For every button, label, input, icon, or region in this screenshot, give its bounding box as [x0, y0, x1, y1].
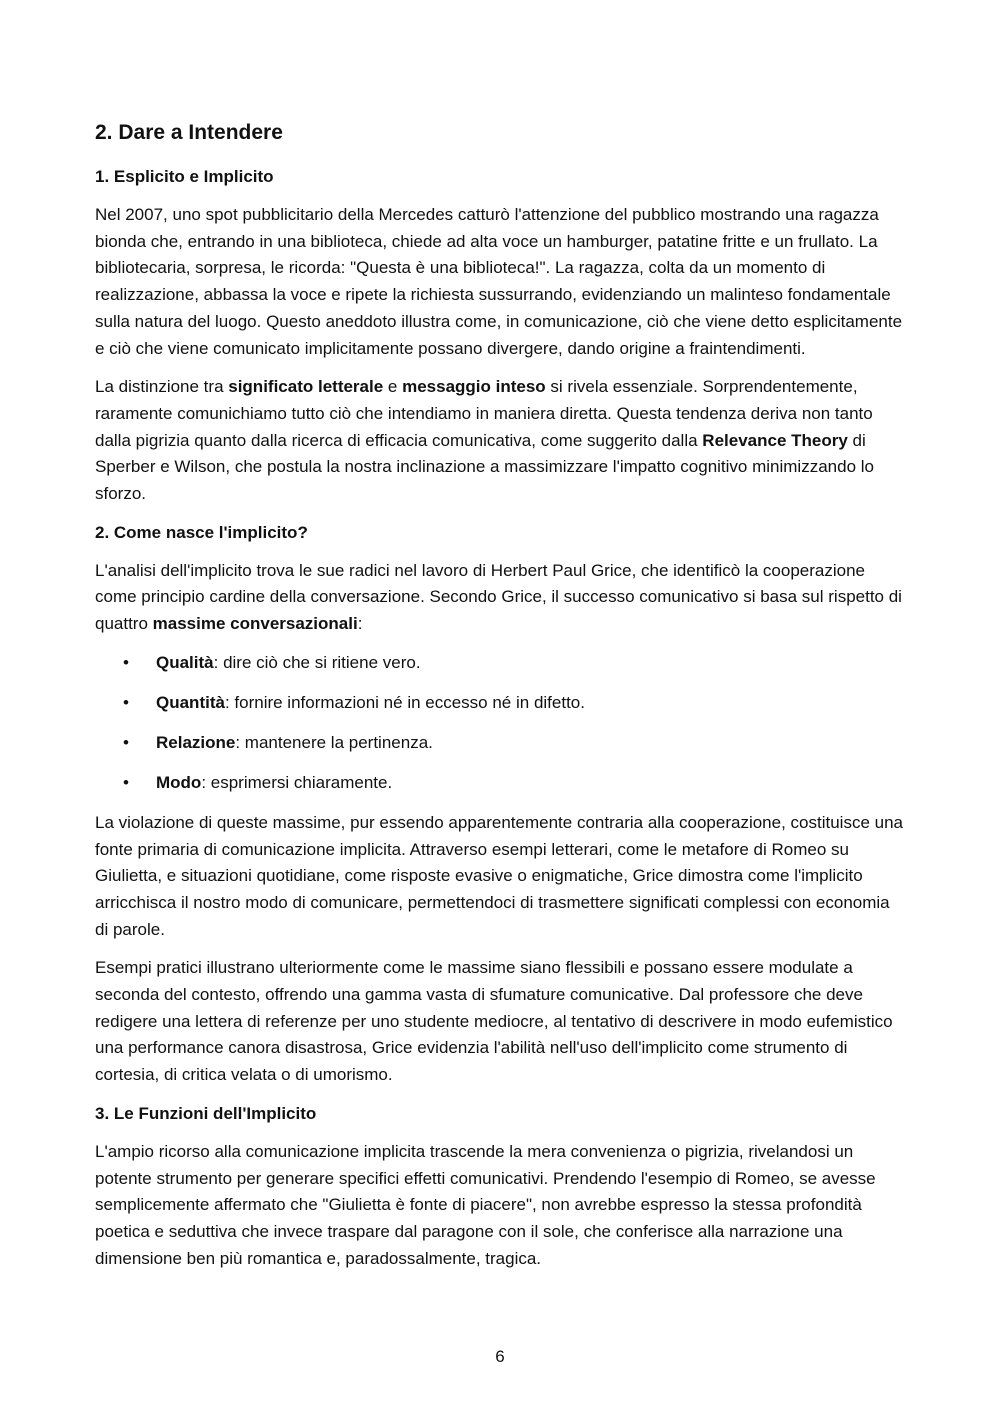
text-segment: di Sperber e Wilson, che postula la nostra inclinazione a massimizzare l'impatto cognitivo minimizzando lo sforzo. — [95, 430, 874, 504]
paragraph-romeo-example: L'ampio ricorso alla comunicazione implicita trascende la mera convenienza o pigrizia, rivelandosi un potente strumento per generare specifici effetti comunicativi. Prendendo l'esempio di Romeo, se avesse semplicemente affermato che "Giulietta è fonte di piacere", non avrebbe espresso la stessa profondità poetica e seduttiva che invece traspare dal paragone con il sole, che conferisce alla narrazione una dimensione ben più romantica e, paradossalmente, tragica. — [95, 1141, 876, 1268]
text-segment: : — [357, 614, 363, 634]
bullet-icon: • — [123, 692, 129, 712]
paragraph-maxim-violation: La violazione di queste massime, pur essendo apparentemente contraria alla cooperazione, costituisce una fonte primaria di comunicazione implicita. Attraverso esempi letterari, come le metafore di Romeo su Giulietta, e situazioni quotidiane, come risposte evasive o enigmatiche, Grice dimostra come l'implicito arricchisca il nostro modo di comunicare, permettendoci di trasmettere significati complessi con economia di parole. — [95, 812, 903, 939]
text-segment: si rivela essenziale. Sorprendentemente, raramente comunichiamo tutto ciò che intendiamo in maniera diretta. Questa tendenza deriva non tanto dalla pigrizia quanto dalla ricerca di efficacia comunicativa, come suggerito dalla — [95, 377, 873, 450]
maxim-description: : mantenere la pertinenza. — [235, 732, 433, 752]
maxim-description: : esprimersi chiaramente. — [201, 772, 393, 792]
text-segment: La distinzione tra — [95, 377, 229, 397]
text-segment: L'analisi dell'implicito trova le sue radici nel lavoro di Herbert Paul Grice, che identificò la cooperazione come principio cardine della conversazione. Secondo Grice, il successo comunicativo si basa sul rispetto di quattro — [95, 560, 902, 634]
maxims-list — [95, 650, 907, 796]
paragraph-literal-vs-intended — [95, 374, 907, 508]
list-item-qualita — [95, 650, 907, 676]
paragraph-mercedes-anecdote: Nel 2007, uno spot pubblicitario della Mercedes catturò l'attenzione del pubblico mostrando una ragazza bionda che, entrando in una biblioteca, chiede ad alta voce un hamburger, patatine fritte e un frullato. La bibliotecaria, sorpresa, le ricorda: "Questa è una biblioteca!". La ragazza, colta da un momento di realizzazione, abbassa la voce e ripete la richiesta sussurrando, evidenziando un malinteso fondamentale sulla natura del luogo. Questo aneddoto illustra come, in comunicazione, ciò che viene detto esplicitamente e ciò che viene comunicato implicitamente possano divergere, dando origine a fraintendimenti. — [95, 205, 903, 358]
maxim-term: Qualità — [156, 652, 214, 672]
maxim-description: : fornire informazioni né in eccesso né in difetto. — [224, 692, 585, 712]
list-item-modo — [95, 770, 907, 796]
list-item-relazione — [95, 730, 907, 756]
bullet-icon: • — [123, 732, 129, 752]
chapter-title: 2. Dare a Intendere — [95, 121, 283, 144]
maxim-description: : dire ciò che si ritiene vero. — [213, 652, 421, 672]
bold-term-relevance-theory: Relevance Theory — [702, 430, 848, 450]
maxim-term: Modo — [156, 772, 202, 792]
bullet-icon: • — [123, 772, 129, 792]
document-page — [95, 118, 907, 1284]
maxim-term: Quantità — [156, 692, 225, 712]
page-number: 6 — [495, 1347, 505, 1366]
bold-term-significato-letterale: significato letterale — [228, 377, 384, 397]
bold-term-messaggio-inteso: messaggio inteso — [402, 377, 546, 397]
list-item-quantita — [95, 690, 907, 716]
paragraph-practical-examples: Esempi pratici illustrano ulteriormente come le massime siano flessibili e possano essere modulate a seconda del contesto, offrendo una gamma vasta di sfumature comunicative. Dal professore che deve redigere una lettera di referenze per uno studente mediocre, al tentativo di descrivere in modo eufemistico una performance canora disastrosa, Grice evidenzia l'abilità nell'uso dell'implicito come strumento di cortesia, di critica velata o di umorismo. — [95, 958, 893, 1085]
bullet-icon: • — [123, 652, 129, 672]
section-heading-esplicito-implicito: 1. Esplicito e Implicito — [95, 167, 274, 186]
text-segment: e — [383, 377, 403, 397]
paragraph-grice-intro — [95, 558, 907, 638]
maxim-term: Relazione — [156, 732, 236, 752]
section-heading-funzioni: 3. Le Funzioni dell'Implicito — [95, 1103, 317, 1123]
section-heading-come-nasce: 2. Come nasce l'implicito? — [95, 522, 308, 542]
bold-term-massime-conversazionali: massime conversazionali — [152, 614, 358, 634]
